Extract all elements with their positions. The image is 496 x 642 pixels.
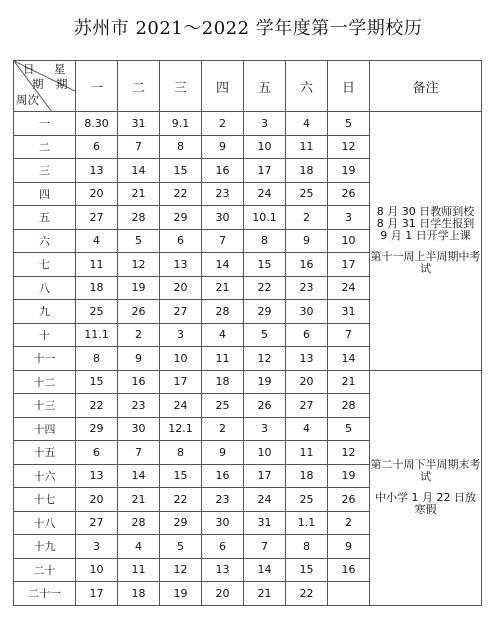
date-cell: 10 [244,441,286,465]
week-number: 五 [14,206,76,230]
date-cell: 23 [286,276,328,300]
date-cell: 6 [76,441,118,465]
date-cell: 11 [286,441,328,465]
header-day-sun: 日 [328,61,370,112]
date-cell: 21 [244,582,286,606]
date-cell: 10 [328,229,370,253]
date-cell: 26 [118,300,160,324]
date-cell: 2 [118,323,160,347]
header-day-thu: 四 [202,61,244,112]
date-cell: 9 [118,347,160,371]
week-row [14,112,482,136]
date-cell: 1.1 [286,511,328,535]
remarks-line: 第十一周上半周期中考试 [370,250,481,276]
date-cell: 20 [76,182,118,206]
date-cell: 30 [118,417,160,441]
date-cell: 18 [202,370,244,394]
date-cell: 7 [118,135,160,159]
date-cell: 27 [76,206,118,230]
calendar-body [14,112,482,606]
date-cell: 12 [328,441,370,465]
date-cell: 20 [286,370,328,394]
date-cell: 9 [202,135,244,159]
date-cell: 25 [76,300,118,324]
header-day-wed: 三 [160,61,202,112]
date-cell: 2 [286,206,328,230]
date-cell: 11.1 [76,323,118,347]
date-cell: 28 [202,300,244,324]
date-cell: 3 [244,112,286,136]
date-cell: 20 [160,276,202,300]
date-cell: 19 [244,370,286,394]
date-cell: 20 [202,582,244,606]
date-cell: 12.1 [160,417,202,441]
date-cell: 16 [328,558,370,582]
date-cell: 18 [76,276,118,300]
date-cell: 18 [286,159,328,183]
header-day-sat: 六 [286,61,328,112]
date-cell: 7 [244,535,286,559]
date-cell: 19 [328,159,370,183]
week-number: 七 [14,253,76,277]
date-cell: 10 [76,558,118,582]
date-cell: 8 [160,135,202,159]
date-cell: 7 [202,229,244,253]
date-cell: 17 [244,464,286,488]
page-title: 苏州市 2021～2022 学年度第一学期校历 [73,18,423,39]
date-cell: 19 [160,582,202,606]
date-cell: 24 [160,394,202,418]
header-row [14,61,482,112]
corner-header-cell [14,61,76,112]
date-cell: 9 [328,535,370,559]
date-cell: 3 [76,535,118,559]
date-cell: 21 [328,370,370,394]
date-cell: 13 [160,253,202,277]
date-cell: 30 [202,511,244,535]
header-day-mon: 一 [76,61,118,112]
corner-label-qi-left: 期 [32,77,44,91]
date-cell: 30 [286,300,328,324]
date-cell: 15 [244,253,286,277]
week-number: 一 [14,112,76,136]
week-number: 十八 [14,511,76,535]
date-cell: 15 [286,558,328,582]
date-cell: 25 [286,182,328,206]
date-cell: 31 [328,300,370,324]
date-cell: 9.1 [160,112,202,136]
date-cell: 6 [202,535,244,559]
date-cell: 12 [118,253,160,277]
date-cell: 21 [202,276,244,300]
date-cell: 21 [118,488,160,512]
date-cell: 5 [244,323,286,347]
header-day-fri: 五 [244,61,286,112]
date-cell: 17 [244,159,286,183]
week-number: 八 [14,276,76,300]
date-cell: 27 [286,394,328,418]
date-cell: 23 [202,488,244,512]
date-cell: 4 [118,535,160,559]
date-cell: 19 [118,276,160,300]
date-cell: 31 [118,112,160,136]
date-cell: 2 [202,112,244,136]
date-cell: 12 [244,347,286,371]
date-cell: 16 [118,370,160,394]
date-cell: 12 [160,558,202,582]
date-cell: 24 [244,182,286,206]
date-cell: 24 [244,488,286,512]
date-cell: 31 [244,511,286,535]
date-cell: 13 [286,347,328,371]
date-cell: 16 [286,253,328,277]
date-cell: 17 [76,582,118,606]
date-cell: 8 [286,535,328,559]
remarks-line: 第二十周下半周期末考试 [370,458,481,483]
week-number: 四 [14,182,76,206]
date-cell: 4 [76,229,118,253]
date-cell: 2 [202,417,244,441]
date-cell: 7 [328,323,370,347]
week-number: 十九 [14,535,76,559]
date-cell: 3 [160,323,202,347]
week-number: 十四 [14,417,76,441]
date-cell: 15 [76,370,118,394]
date-cell: 8 [160,441,202,465]
header-day-tue: 二 [118,61,160,112]
date-cell: 10 [244,135,286,159]
remarks-line: 8 月 31 日学生报到 [376,217,475,231]
date-cell: 28 [118,511,160,535]
week-number: 九 [14,300,76,324]
date-cell: 22 [76,394,118,418]
date-cell: 6 [286,323,328,347]
date-cell: 26 [328,488,370,512]
date-cell: 13 [76,464,118,488]
date-cell: 11 [118,558,160,582]
date-cell: 5 [160,535,202,559]
date-cell: 23 [202,182,244,206]
date-cell: 29 [160,206,202,230]
week-number: 二十 [14,558,76,582]
date-cell: 26 [244,394,286,418]
week-number: 十一 [14,347,76,371]
date-cell: 4 [202,323,244,347]
date-cell: 22 [160,488,202,512]
remarks-line: 8 月 30 日教师到校 [376,205,475,219]
week-number: 十三 [14,394,76,418]
date-cell: 11 [76,253,118,277]
date-cell: 2 [328,511,370,535]
week-number: 十七 [14,488,76,512]
date-cell: 3 [244,417,286,441]
date-cell: 6 [76,135,118,159]
date-cell: 19 [328,464,370,488]
date-cell: 10.1 [244,206,286,230]
date-cell: 25 [202,394,244,418]
date-cell: 14 [202,253,244,277]
date-cell: 27 [76,511,118,535]
date-cell: 30 [202,206,244,230]
date-cell: 17 [160,370,202,394]
week-number: 六 [14,229,76,253]
date-cell: 24 [328,276,370,300]
date-cell: 13 [76,159,118,183]
date-cell: 5 [328,417,370,441]
week-number: 三 [14,159,76,183]
date-cell: 5 [328,112,370,136]
week-number: 十 [14,323,76,347]
date-cell: 28 [118,206,160,230]
date-cell: 9 [202,441,244,465]
school-calendar-table [13,60,482,606]
remarks-block2 [370,370,482,605]
date-cell: 29 [76,417,118,441]
week-number: 十二 [14,370,76,394]
date-cell: 12 [328,135,370,159]
date-cell: 15 [160,464,202,488]
date-cell: 8 [76,347,118,371]
week-number: 二 [14,135,76,159]
date-cell: 16 [202,464,244,488]
date-cell: 16 [202,159,244,183]
date-cell: 14 [118,159,160,183]
corner-label-qi-right: 期 [56,77,68,91]
date-cell: 14 [118,464,160,488]
date-cell: 14 [328,347,370,371]
date-cell: 29 [244,300,286,324]
remarks-line: 中小学 1 月 22 日放寒假 [375,491,476,516]
date-cell: 11 [286,135,328,159]
date-cell: 18 [286,464,328,488]
date-cell: 22 [160,182,202,206]
week-row [14,370,482,394]
date-cell: 25 [286,488,328,512]
week-number: 十六 [14,464,76,488]
header-remarks: 备注 [370,61,482,112]
date-cell: 17 [328,253,370,277]
date-cell: 20 [76,488,118,512]
date-cell: 8 [244,229,286,253]
date-cell: 15 [160,159,202,183]
corner-label-ri: 日 [23,62,35,76]
date-cell [328,582,370,606]
date-cell: 21 [118,182,160,206]
date-cell: 6 [160,229,202,253]
date-cell: 22 [286,582,328,606]
remarks-block1 [370,112,482,371]
date-cell: 4 [286,112,328,136]
date-cell: 9 [286,229,328,253]
date-cell: 23 [118,394,160,418]
week-number: 二十一 [14,582,76,606]
date-cell: 8.30 [76,112,118,136]
date-cell: 29 [160,511,202,535]
corner-label-xing: 星 [54,62,66,76]
date-cell: 13 [202,558,244,582]
date-cell: 22 [244,276,286,300]
date-cell: 3 [328,206,370,230]
corner-label-zhouci: 周次 [16,93,39,107]
date-cell: 10 [160,347,202,371]
date-cell: 5 [118,229,160,253]
date-cell: 26 [328,182,370,206]
date-cell: 7 [118,441,160,465]
date-cell: 4 [286,417,328,441]
date-cell: 28 [328,394,370,418]
date-cell: 18 [118,582,160,606]
date-cell: 11 [202,347,244,371]
date-cell: 14 [244,558,286,582]
week-number: 十五 [14,441,76,465]
remarks-line: 9 月 1 日开学上课 [380,229,471,243]
date-cell: 27 [160,300,202,324]
